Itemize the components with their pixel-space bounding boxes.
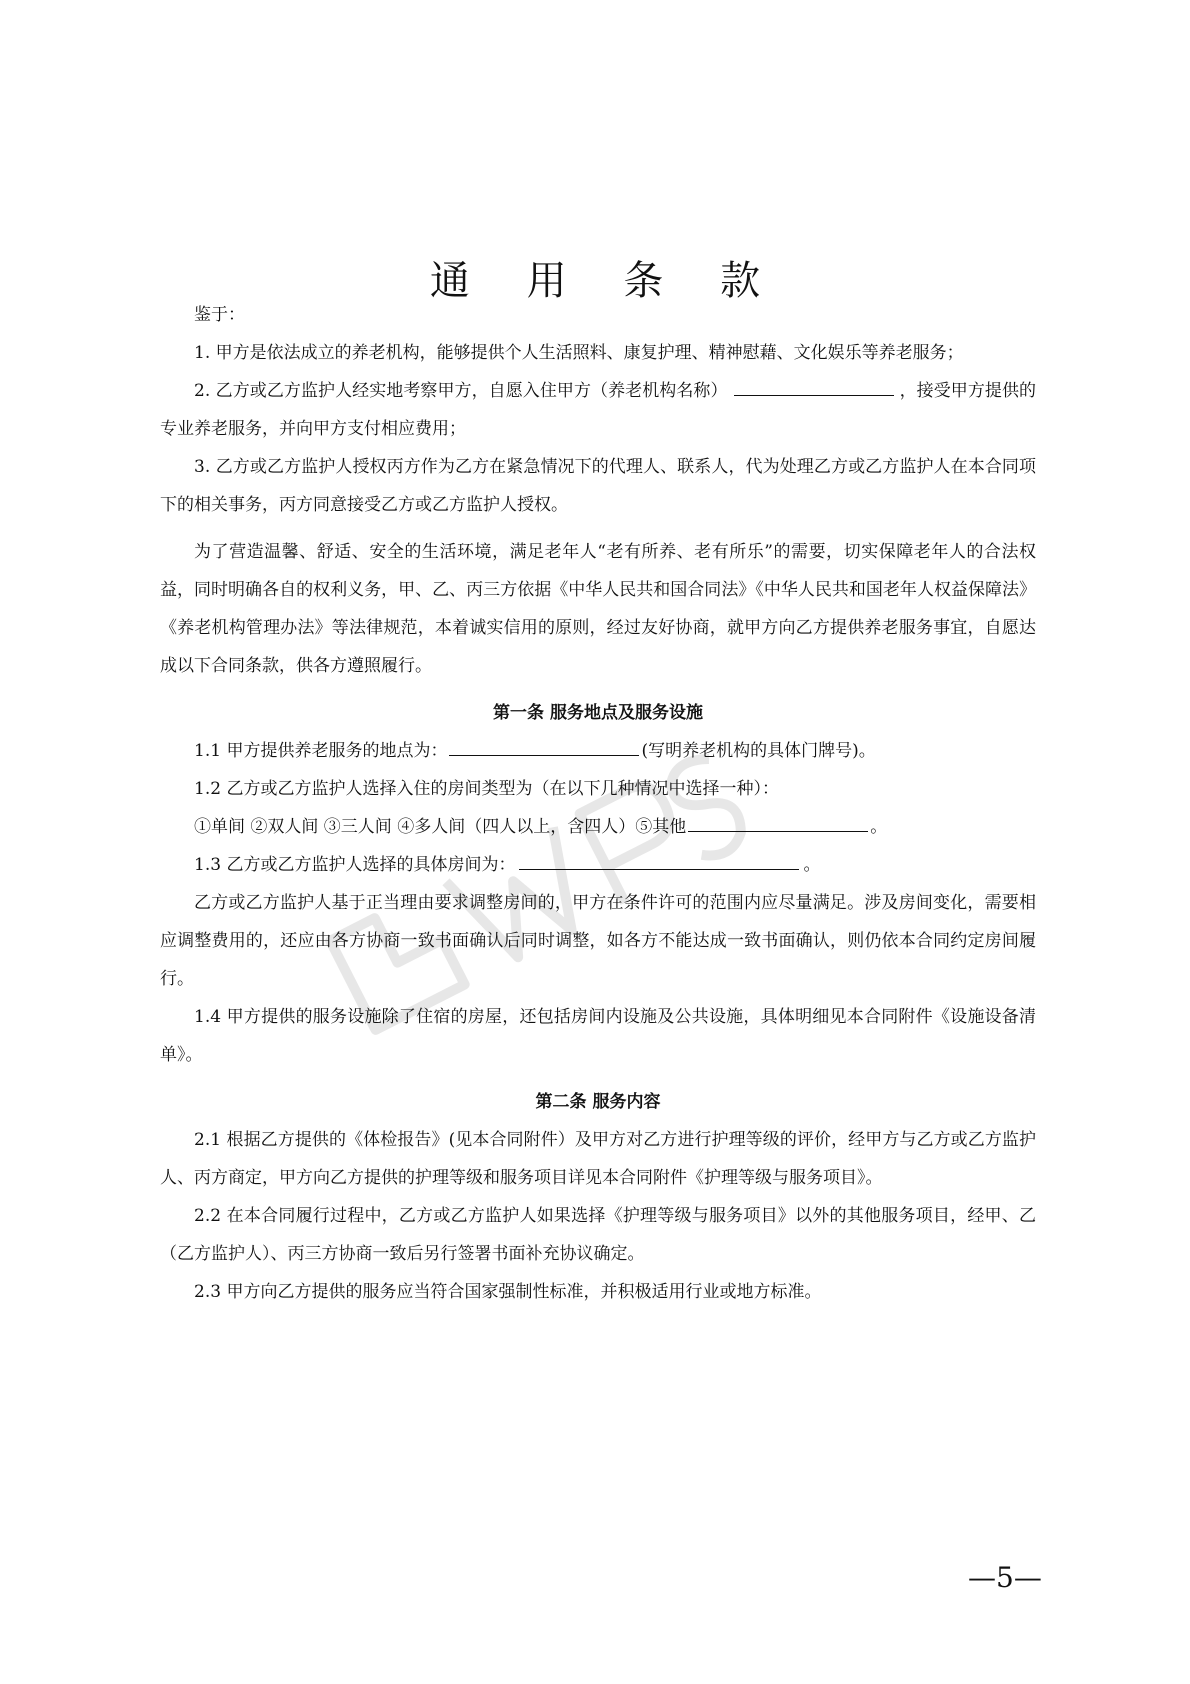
clause-1-1 <box>160 732 1036 770</box>
contract-body <box>160 296 1036 1311</box>
other-room-type-blank[interactable] <box>688 830 868 832</box>
preamble-intro: 鉴于： <box>194 305 245 325</box>
room-type-options <box>160 808 1036 846</box>
purpose-paragraph: 为了营造温馨、舒适、安全的生活环境，满足老年人“老有所养、老有所乐”的需要，切实保障老年人的合法权益，同时明确各自的权利义务，甲、乙、丙三方依据《中华人民共和国合同法》《中华人民共和国老年人权益保障法》《养老机构管理办法》等法律规范，本着诚实信用的原则，经过友好协商，就甲方向乙方提供养老服务事宜，自愿达成以下合同条款，供各方遵照履行。 <box>160 542 1036 676</box>
preamble-item-1: 1. 甲方是依法成立的养老机构，能够提供个人生活照料、康复护理、精神慰藉、文化娱乐等养老服务； <box>194 343 964 363</box>
clause-2-2: 2.2 在本合同履行过程中，乙方或乙方监护人如果选择《护理等级与服务项目》以外的其他服务项目，经甲、乙（乙方监护人）、丙三方协商一致后另行签署书面补充协议确定。 <box>160 1206 1036 1264</box>
service-address-blank[interactable] <box>449 754 639 756</box>
clause-1-3-text: 1.3 乙方或乙方监护人选择的具体房间为： <box>194 855 516 875</box>
clause-2-3: 2.3 甲方向乙方提供的服务应当符合国家强制性标准，并积极适用行业或地方标准。 <box>194 1282 822 1302</box>
page-title: 通 用 条 款 <box>429 258 783 304</box>
clause-1-3-tail: 。 <box>803 855 821 875</box>
article-2-heading: 第二条 服务内容 <box>535 1092 661 1112</box>
institution-name-blank[interactable] <box>734 394 894 396</box>
preamble-item-3: 3. 乙方或乙方监护人授权丙方作为乙方在紧急情况下的代理人、联系人，代为处理乙方或乙方监护人在本合同项下的相关事务，丙方同意接受乙方或乙方监护人授权。 <box>160 457 1036 515</box>
room-type-options-tail: 。 <box>870 817 888 837</box>
clause-1-4: 1.4 甲方提供的服务设施除了住宿的房屋，还包括房间内设施及公共设施，具体明细见本合同附件《设施设备清单》。 <box>160 1007 1036 1065</box>
room-number-blank[interactable] <box>519 868 799 870</box>
preamble-item-2-tail: ，接受甲方提供的专业养老服务，并向甲方支付相应费用； <box>160 381 1037 439</box>
preamble-item-2-text: 2. 乙方或乙方监护人经实地考察甲方，自愿入住甲方（养老机构名称） <box>194 381 728 401</box>
clause-1-2: 1.2 乙方或乙方监护人选择入住的房间类型为（在以下几种情况中选择一种）： <box>194 779 779 799</box>
preamble-item-2 <box>160 372 1036 448</box>
article-1-heading: 第一条 服务地点及服务设施 <box>493 703 703 723</box>
clause-1-1-tail: (写明养老机构的具体门牌号)。 <box>641 741 876 761</box>
clause-1-3 <box>160 846 1036 884</box>
clause-2-1: 2.1 根据乙方提供的《体检报告》(见本合同附件）及甲方对乙方进行护理等级的评价，经甲方与乙方或乙方监护人、丙方商定，甲方向乙方提供的护理等级和服务项目详见本合同附件《护理等级与服务项目》。 <box>160 1130 1036 1188</box>
room-type-options-text: ①单间 ②双人间 ③三人间 ④多人间（四人以上，含四人）⑤其他 <box>194 817 687 837</box>
page-number: —5— <box>968 1561 1042 1594</box>
clause-1-3-note: 乙方或乙方监护人基于正当理由要求调整房间的，甲方在条件许可的范围内应尽量满足。涉及房间变化，需要相应调整费用的，还应由各方协商一致书面确认后同时调整，如各方不能达成一致书面确认，则仍依本合同约定房间履行。 <box>160 893 1036 989</box>
clause-1-1-text: 1.1 甲方提供养老服务的地点为： <box>194 741 448 761</box>
